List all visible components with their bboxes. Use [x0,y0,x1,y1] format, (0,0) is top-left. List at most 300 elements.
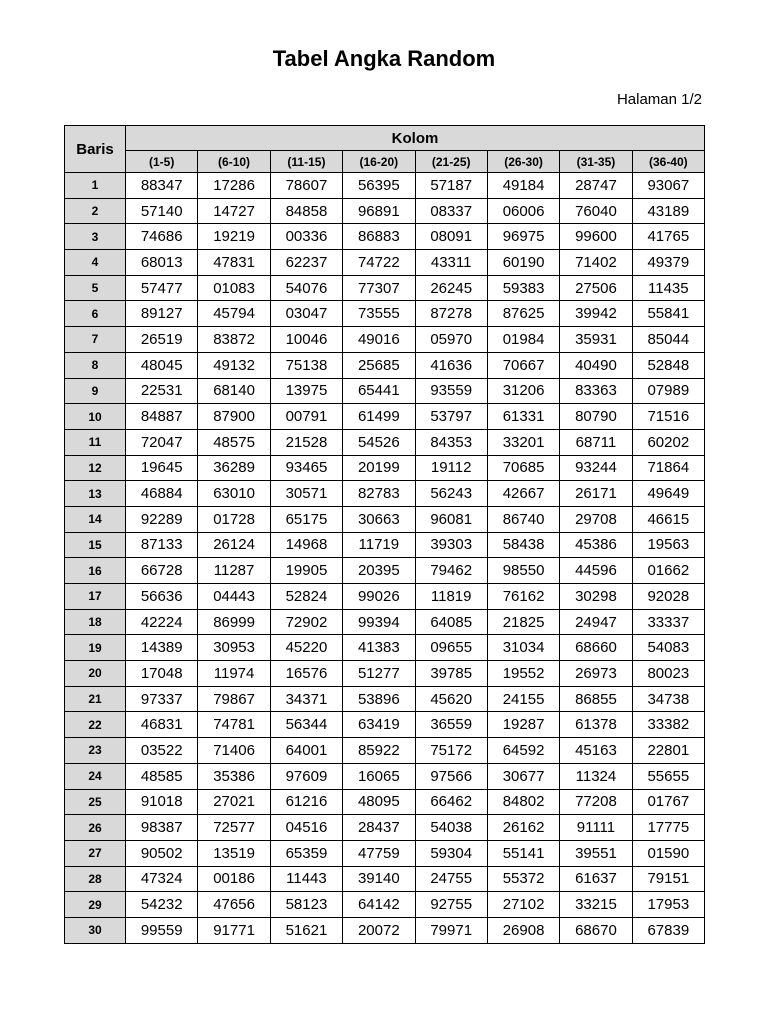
table-cell: 58438 [487,532,559,558]
table-cell: 14727 [198,198,270,224]
table-cell: 83363 [560,378,632,404]
table-cell: 01728 [198,506,270,532]
table-cell: 11324 [560,763,632,789]
random-number-table [64,125,705,944]
table-cell: 49016 [343,327,415,353]
table-cell: 63010 [198,481,270,507]
table-row [65,481,705,507]
row-number: 13 [65,481,126,507]
table-cell: 76040 [560,198,632,224]
table-cell: 17286 [198,173,270,199]
table-cell: 26171 [560,481,632,507]
row-number: 1 [65,173,126,199]
page-title: Tabel Angka Random [272,46,496,71]
table-cell: 91771 [198,917,270,943]
table-cell: 93465 [270,455,342,481]
table-cell: 68711 [560,429,632,455]
table-cell: 42667 [487,481,559,507]
table-cell: 59383 [487,275,559,301]
table-cell: 89127 [126,301,198,327]
column-range-header: (36-40) [632,151,704,173]
table-cell: 76162 [487,584,559,610]
table-cell: 54076 [270,275,342,301]
row-number: 9 [65,378,126,404]
table-row [65,789,705,815]
column-range-header: (6-10) [198,151,270,173]
table-cell: 92755 [415,892,487,918]
table-cell: 48045 [126,352,198,378]
table-cell: 64142 [343,892,415,918]
table-cell: 84887 [126,404,198,430]
row-number: 24 [65,763,126,789]
row-number: 28 [65,866,126,892]
table-cell: 13975 [270,378,342,404]
table-cell: 33215 [560,892,632,918]
table-row [65,892,705,918]
row-number: 14 [65,506,126,532]
table-cell: 08337 [415,198,487,224]
table-cell: 79867 [198,686,270,712]
table-cell: 87625 [487,301,559,327]
table-cell: 48575 [198,429,270,455]
row-number: 22 [65,712,126,738]
table-cell: 40490 [560,352,632,378]
table-cell: 57140 [126,198,198,224]
table-cell: 56636 [126,584,198,610]
table-cell: 66728 [126,558,198,584]
table-cell: 17953 [632,892,704,918]
table-cell: 71402 [560,250,632,276]
table-cell: 19287 [487,712,559,738]
table-cell: 45220 [270,635,342,661]
table-cell: 87900 [198,404,270,430]
table-cell: 83872 [198,327,270,353]
table-cell: 74781 [198,712,270,738]
table-cell: 99394 [343,609,415,635]
table-cell: 48585 [126,763,198,789]
table-row [65,584,705,610]
table-cell: 71516 [632,404,704,430]
table-cell: 09655 [415,635,487,661]
table-cell: 26245 [415,275,487,301]
header-row-ranges [65,151,705,173]
table-cell: 31206 [487,378,559,404]
table-cell: 61637 [560,866,632,892]
page-indicator: Halaman 1/2 [616,91,702,108]
table-cell: 19552 [487,661,559,687]
table-cell: 60202 [632,429,704,455]
table-cell: 93559 [415,378,487,404]
table-cell: 45163 [560,738,632,764]
table-row [65,532,705,558]
row-number: 5 [65,275,126,301]
row-number: 16 [65,558,126,584]
row-number: 2 [65,198,126,224]
table-cell: 30663 [343,506,415,532]
table-cell: 24155 [487,686,559,712]
table-cell: 03047 [270,301,342,327]
table-cell: 74722 [343,250,415,276]
table-cell: 19563 [632,532,704,558]
table-cell: 11974 [198,661,270,687]
table-cell: 21528 [270,429,342,455]
table-row [65,866,705,892]
table-cell: 68013 [126,250,198,276]
table-cell: 54232 [126,892,198,918]
table-cell: 43311 [415,250,487,276]
table-cell: 28437 [343,815,415,841]
row-number: 8 [65,352,126,378]
table-cell: 16576 [270,661,342,687]
table-cell: 30298 [560,584,632,610]
row-label-header: Baris [65,126,126,173]
table-cell: 61216 [270,789,342,815]
table-cell: 47831 [198,250,270,276]
table-cell: 34738 [632,686,704,712]
table-cell: 84858 [270,198,342,224]
table-cell: 10046 [270,327,342,353]
table-cell: 20072 [343,917,415,943]
table-cell: 45794 [198,301,270,327]
table-cell: 58123 [270,892,342,918]
table-cell: 41383 [343,635,415,661]
table-row [65,198,705,224]
table-cell: 11819 [415,584,487,610]
table-cell: 96081 [415,506,487,532]
table-cell: 44596 [560,558,632,584]
table-cell: 68140 [198,378,270,404]
table-cell: 11287 [198,558,270,584]
table-cell: 19905 [270,558,342,584]
table-cell: 79971 [415,917,487,943]
table-cell: 36559 [415,712,487,738]
table-cell: 20395 [343,558,415,584]
table-row [65,352,705,378]
table-cell: 33337 [632,609,704,635]
table-cell: 30571 [270,481,342,507]
table-cell: 39140 [343,866,415,892]
table-cell: 29708 [560,506,632,532]
table-cell: 07989 [632,378,704,404]
table-cell: 53896 [343,686,415,712]
table-cell: 24947 [560,609,632,635]
table-cell: 74686 [126,224,198,250]
table-row [65,327,705,353]
table-row [65,250,705,276]
table-cell: 54526 [343,429,415,455]
table-cell: 70667 [487,352,559,378]
table-cell: 19645 [126,455,198,481]
row-number: 6 [65,301,126,327]
table-cell: 49184 [487,173,559,199]
table-cell: 86999 [198,609,270,635]
table-row [65,173,705,199]
table-row [65,712,705,738]
table-cell: 39303 [415,532,487,558]
table-cell: 79462 [415,558,487,584]
table-row [65,686,705,712]
table-cell: 57187 [415,173,487,199]
table-cell: 64001 [270,738,342,764]
table-cell: 19219 [198,224,270,250]
table-cell: 85922 [343,738,415,764]
table-cell: 49132 [198,352,270,378]
row-number: 23 [65,738,126,764]
table-cell: 91111 [560,815,632,841]
table-cell: 39942 [560,301,632,327]
table-cell: 34371 [270,686,342,712]
table-cell: 86740 [487,506,559,532]
header-row-group [65,126,705,151]
column-range-header: (1-5) [126,151,198,173]
table-row [65,840,705,866]
table-cell: 71864 [632,455,704,481]
table-cell: 27102 [487,892,559,918]
table-cell: 65175 [270,506,342,532]
row-number: 25 [65,789,126,815]
table-cell: 25685 [343,352,415,378]
column-range-header: (31-35) [560,151,632,173]
table-cell: 16065 [343,763,415,789]
table-cell: 35386 [198,763,270,789]
row-number: 21 [65,686,126,712]
table-cell: 91018 [126,789,198,815]
table-cell: 97609 [270,763,342,789]
table-cell: 13519 [198,840,270,866]
table-cell: 87278 [415,301,487,327]
column-range-header: (26-30) [487,151,559,173]
table-cell: 68670 [560,917,632,943]
table-row [65,815,705,841]
table-cell: 31034 [487,635,559,661]
table-cell: 88347 [126,173,198,199]
table-cell: 55372 [487,866,559,892]
table-cell: 01590 [632,840,704,866]
table-body [65,173,705,944]
table-cell: 57477 [126,275,198,301]
table-cell: 53797 [415,404,487,430]
table-cell: 92028 [632,584,704,610]
table-cell: 01767 [632,789,704,815]
table-cell: 66462 [415,789,487,815]
table-cell: 26519 [126,327,198,353]
table-cell: 43189 [632,198,704,224]
table-cell: 46615 [632,506,704,532]
table-cell: 33382 [632,712,704,738]
table-cell: 67839 [632,917,704,943]
table-cell: 33201 [487,429,559,455]
row-number: 18 [65,609,126,635]
table-cell: 61378 [560,712,632,738]
row-number: 19 [65,635,126,661]
table-cell: 96891 [343,198,415,224]
table-cell: 11443 [270,866,342,892]
table-cell: 99600 [560,224,632,250]
table-cell: 01984 [487,327,559,353]
row-number: 3 [65,224,126,250]
table-cell: 11435 [632,275,704,301]
row-number: 29 [65,892,126,918]
column-range-header: (21-25) [415,151,487,173]
table-cell: 45620 [415,686,487,712]
table-cell: 77307 [343,275,415,301]
table-cell: 82783 [343,481,415,507]
column-range-header: (11-15) [270,151,342,173]
row-number: 30 [65,917,126,943]
table-cell: 70685 [487,455,559,481]
table-cell: 98387 [126,815,198,841]
table-cell: 97566 [415,763,487,789]
table-cell: 22801 [632,738,704,764]
column-range-header: (16-20) [343,151,415,173]
table-cell: 60190 [487,250,559,276]
table-cell: 77208 [560,789,632,815]
table-cell: 00186 [198,866,270,892]
table-cell: 93244 [560,455,632,481]
column-group-header: Kolom [126,126,705,151]
table-row [65,429,705,455]
table-cell: 14968 [270,532,342,558]
table-cell: 84802 [487,789,559,815]
table-cell: 48095 [343,789,415,815]
table-cell: 17775 [632,815,704,841]
table-cell: 04443 [198,584,270,610]
table-cell: 55141 [487,840,559,866]
table-cell: 62237 [270,250,342,276]
table-cell: 98550 [487,558,559,584]
table-cell: 27506 [560,275,632,301]
table-cell: 75172 [415,738,487,764]
row-number: 10 [65,404,126,430]
table-cell: 20199 [343,455,415,481]
row-number: 11 [65,429,126,455]
table-cell: 00336 [270,224,342,250]
table-cell: 26908 [487,917,559,943]
table-cell: 26973 [560,661,632,687]
table-row [65,661,705,687]
table-cell: 26162 [487,815,559,841]
table-cell: 51277 [343,661,415,687]
table-cell: 06006 [487,198,559,224]
table-cell: 30953 [198,635,270,661]
table-cell: 01083 [198,275,270,301]
table-cell: 46831 [126,712,198,738]
table-cell: 19112 [415,455,487,481]
row-number: 7 [65,327,126,353]
table-cell: 27021 [198,789,270,815]
table-cell: 90502 [126,840,198,866]
table-cell: 97337 [126,686,198,712]
table-cell: 42224 [126,609,198,635]
table-row [65,763,705,789]
table-cell: 64085 [415,609,487,635]
row-number: 12 [65,455,126,481]
table-cell: 45386 [560,532,632,558]
table-row [65,917,705,943]
table-cell: 00791 [270,404,342,430]
table-row [65,301,705,327]
table-cell: 84353 [415,429,487,455]
table-cell: 17048 [126,661,198,687]
row-number: 20 [65,661,126,687]
table-cell: 64592 [487,738,559,764]
table-cell: 71406 [198,738,270,764]
table-row [65,404,705,430]
table-cell: 80790 [560,404,632,430]
table-cell: 86855 [560,686,632,712]
table-cell: 61331 [487,404,559,430]
row-number: 17 [65,584,126,610]
table-cell: 39785 [415,661,487,687]
table-cell: 72047 [126,429,198,455]
table-cell: 39551 [560,840,632,866]
table-cell: 30677 [487,763,559,789]
table-cell: 51621 [270,917,342,943]
table-row [65,224,705,250]
table-cell: 96975 [487,224,559,250]
table-cell: 73555 [343,301,415,327]
table-cell: 22531 [126,378,198,404]
table-cell: 78607 [270,173,342,199]
row-number: 15 [65,532,126,558]
table-cell: 54083 [632,635,704,661]
table-cell: 99559 [126,917,198,943]
table-cell: 86883 [343,224,415,250]
table-cell: 21825 [487,609,559,635]
table-cell: 85044 [632,327,704,353]
table-cell: 41765 [632,224,704,250]
table-cell: 55655 [632,763,704,789]
table-cell: 56243 [415,481,487,507]
table-row [65,609,705,635]
table-cell: 03522 [126,738,198,764]
table-cell: 68660 [560,635,632,661]
table-row [65,378,705,404]
table-cell: 49649 [632,481,704,507]
table-cell: 56395 [343,173,415,199]
table-cell: 52824 [270,584,342,610]
table-cell: 01662 [632,558,704,584]
table-cell: 47656 [198,892,270,918]
row-number: 4 [65,250,126,276]
table-cell: 55841 [632,301,704,327]
row-number: 26 [65,815,126,841]
table-row [65,635,705,661]
table-cell: 47759 [343,840,415,866]
table-cell: 80023 [632,661,704,687]
table-cell: 05970 [415,327,487,353]
table-cell: 72577 [198,815,270,841]
table-cell: 54038 [415,815,487,841]
table-cell: 92289 [126,506,198,532]
table-row [65,558,705,584]
table-header [65,126,705,173]
table-cell: 08091 [415,224,487,250]
table-cell: 41636 [415,352,487,378]
table-cell: 72902 [270,609,342,635]
table-cell: 24755 [415,866,487,892]
table-cell: 04516 [270,815,342,841]
table-cell: 36289 [198,455,270,481]
table-cell: 99026 [343,584,415,610]
table-cell: 56344 [270,712,342,738]
table-row [65,506,705,532]
table-cell: 47324 [126,866,198,892]
table-cell: 75138 [270,352,342,378]
table-cell: 61499 [343,404,415,430]
table-row [65,275,705,301]
table-cell: 59304 [415,840,487,866]
